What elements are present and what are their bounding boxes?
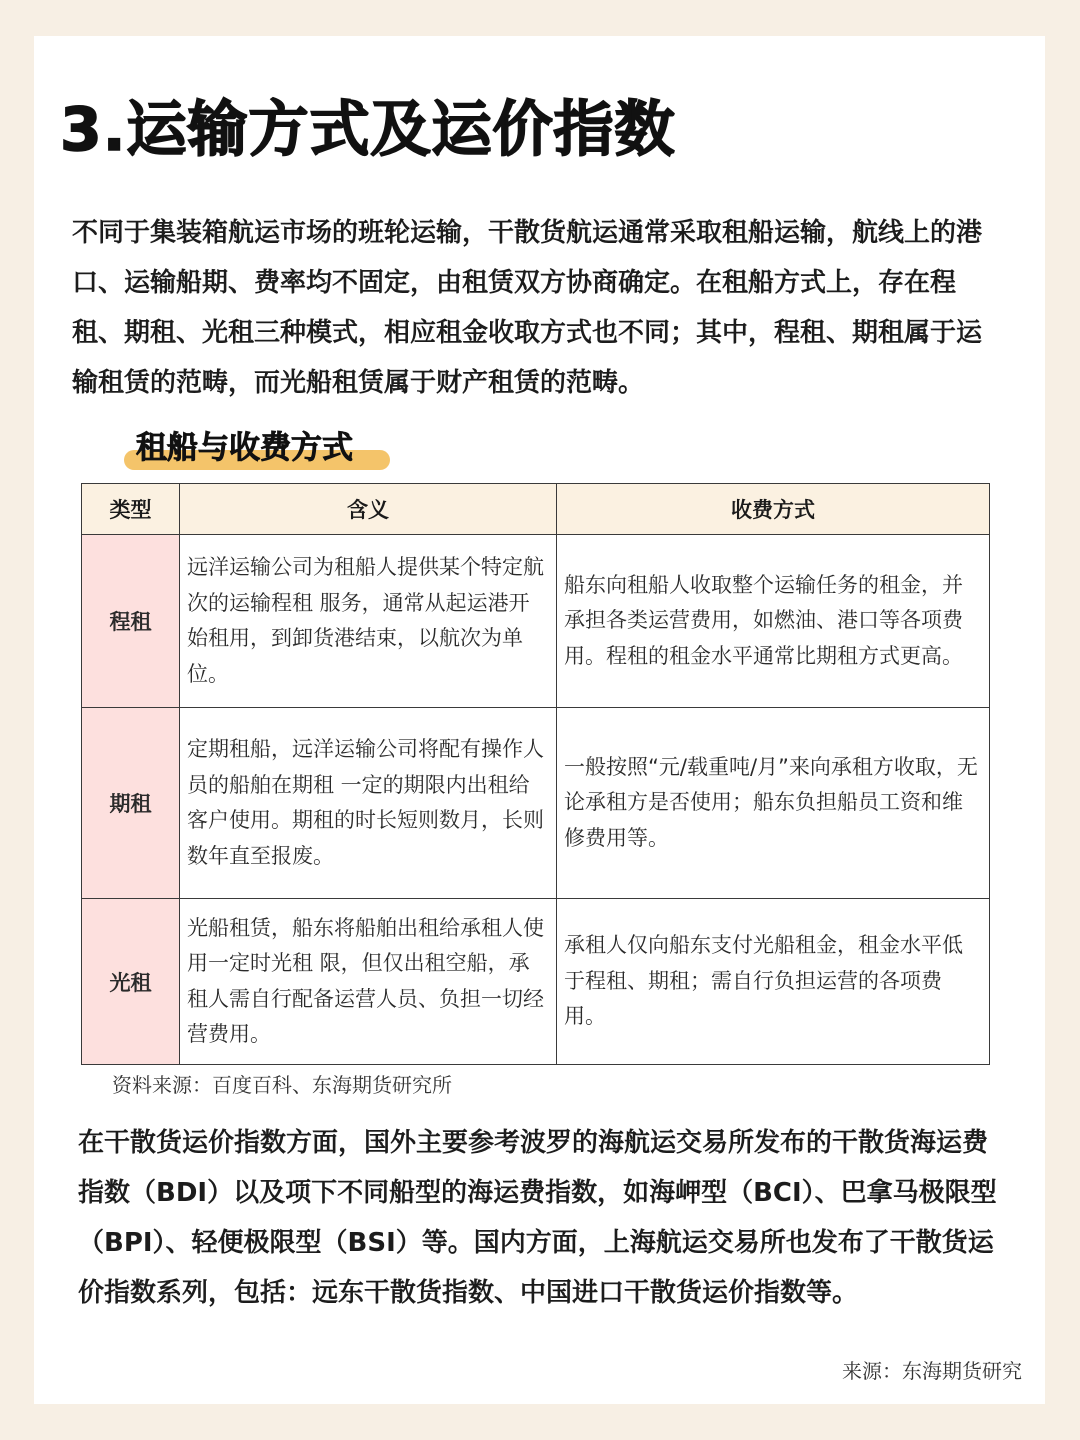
table-header-row xyxy=(82,484,990,535)
header-type: 类型 xyxy=(82,484,180,535)
footer-source: 来源：东海期货研究 xyxy=(842,1359,1022,1383)
row-fee: 船东向租船人收取整个运输任务的租金，并承担各类运营费用，如燃油、港口等各项费用。程租的租金水平通常比期租方式更高。 xyxy=(557,535,990,708)
outro-paragraph: 在干散货运价指数方面，国外主要参考波罗的海航运交易所发布的干散货海运费指数（BDI）以及项下不同船型的海运费指数，如海岬型（BCI）、巴拿马极限型（BPI）、轻便极限型（BSI）等。国内方面，上海航运交易所也发布了干散货运价指数系列，包括：远东干散货指数、中国进口干散货运价指数等。 xyxy=(78,1128,997,1308)
table-source-note: 资料来源：百度百科、东海期货研究所 xyxy=(112,1073,452,1097)
row-type: 光租 xyxy=(82,899,180,1065)
header-fee: 收费方式 xyxy=(557,484,990,535)
table-row xyxy=(82,899,990,1065)
table-row xyxy=(82,535,990,708)
row-type: 程租 xyxy=(82,535,180,708)
header-meaning: 含义 xyxy=(180,484,557,535)
section-heading xyxy=(120,424,353,476)
section-heading-label: 租船与收费方式 xyxy=(136,430,353,466)
chartering-fee-table xyxy=(81,483,990,1065)
row-meaning: 光船租赁，船东将船舶出租给承租人使用一定时光租 限，但仅出租空船，承租人需自行配备运营人员、负担一切经营费用。 xyxy=(180,899,557,1065)
row-meaning: 远洋运输公司为租船人提供某个特定航次的运输程租 服务，通常从起运港开始租用，到卸货港结束，以航次为单位。 xyxy=(180,535,557,708)
row-fee: 承租人仅向船东支付光船租金，租金水平低于程租、期租；需自行负担运营的各项费用。 xyxy=(557,899,990,1065)
table-row xyxy=(82,708,990,899)
row-type: 期租 xyxy=(82,708,180,899)
row-fee: 一般按照“元/载重吨/月”来向承租方收取，无论承租方是否使用；船东负担船员工资和维修费用等。 xyxy=(557,708,990,899)
page-title: 3.运输方式及运价指数 xyxy=(60,95,676,165)
row-meaning: 定期租船，远洋运输公司将配有操作人员的船舶在期租 一定的期限内出租给客户使用。期租的时长短则数月，长则数年直至报废。 xyxy=(180,708,557,899)
intro-paragraph: 不同于集装箱航运市场的班轮运输，干散货航运通常采取租船运输，航线上的港口、运输船期、费率均不固定，由租赁双方协商确定。在租船方式上，存在程租、期租、光租三种模式，相应租金收取方式也不同；其中，程租、期租属于运输租赁的范畴，而光船租赁属于财产租赁的范畴。 xyxy=(72,218,983,398)
